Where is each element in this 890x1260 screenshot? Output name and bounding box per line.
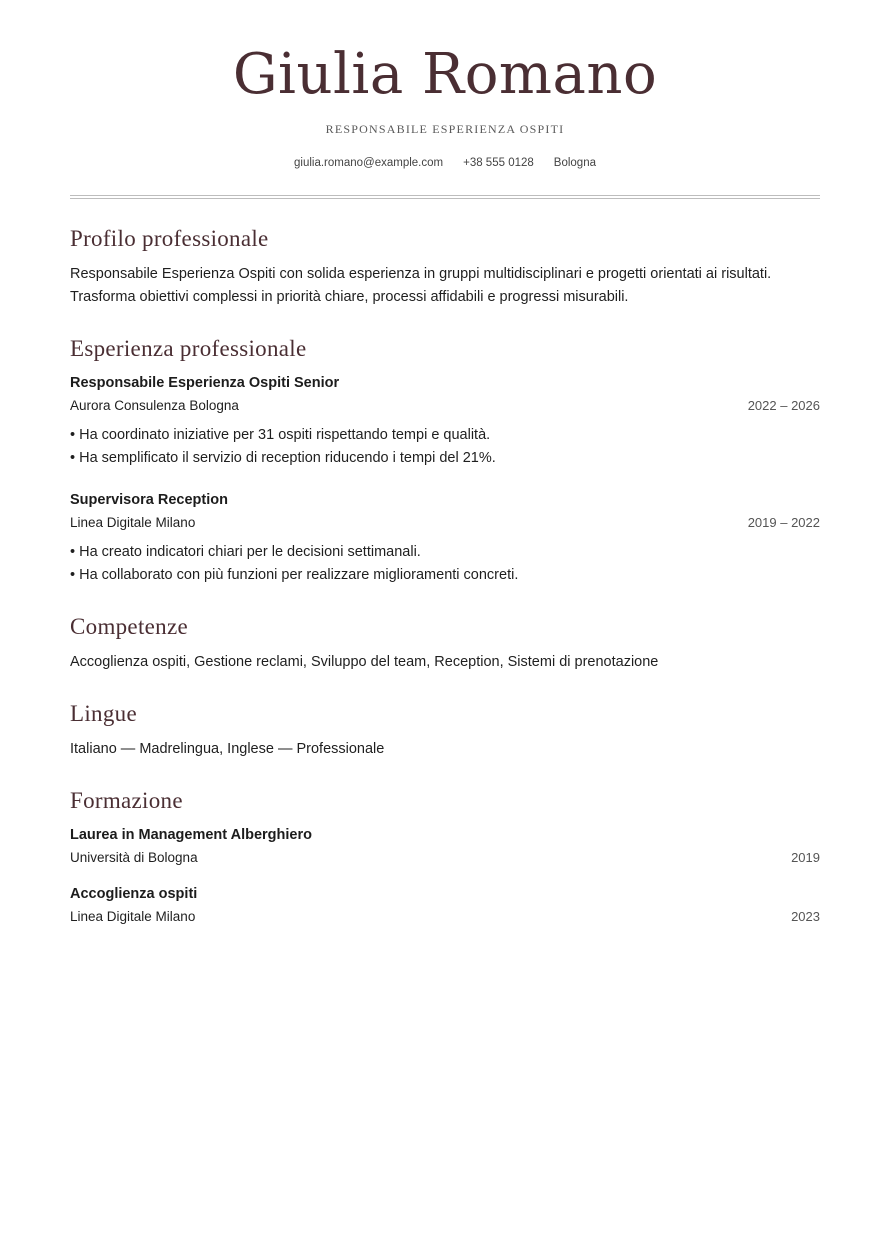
skills-section <box>70 613 820 674</box>
experience-heading: Esperienza professionale <box>70 336 307 361</box>
job-meta <box>70 513 820 533</box>
job-entry <box>70 490 820 587</box>
experience-section <box>70 335 820 587</box>
profile-section <box>70 225 820 309</box>
education-year: 2019 <box>791 850 820 865</box>
job-meta <box>70 396 820 416</box>
candidate-role: RESPONSABILE ESPERIENZA OSPITI <box>325 122 565 136</box>
job-dates: 2022 – 2026 <box>747 398 820 413</box>
job-bullet: • Ha collaborato con più funzioni per realizzare miglioramenti concreti. <box>70 567 519 583</box>
education-title: Accoglienza ospiti <box>70 886 198 902</box>
job-bullets <box>70 541 820 587</box>
languages-text: Italiano — Madrelingua, Inglese — Professionale <box>70 741 385 757</box>
contact-line <box>70 157 820 169</box>
resume-header <box>70 0 820 199</box>
education-school: Linea Digitale Milano <box>70 909 196 924</box>
education-section <box>70 787 820 927</box>
job-entry <box>70 373 820 470</box>
job-bullet: • Ha creato indicatori chiari per le decisioni settimanali. <box>70 544 421 560</box>
contact-phone[interactable]: +38 555 0128 <box>463 157 534 169</box>
profile-text: Responsabile Esperienza Ospiti con solida esperienza in gruppi multidisciplinari e progetti orientati ai risultati. Trasforma obiettivi complessi in priorità chiare, processi affidabili e progressi misurabili. <box>70 266 772 305</box>
skills-heading: Competenze <box>70 614 188 639</box>
contact-city: Bologna <box>553 157 596 169</box>
job-company: Aurora Consulenza Bologna <box>70 398 239 413</box>
languages-section <box>70 700 820 761</box>
education-meta <box>70 848 820 868</box>
job-dates: 2019 – 2022 <box>747 515 820 530</box>
job-title: Supervisora Reception <box>70 492 228 508</box>
education-year: 2023 <box>791 909 820 924</box>
job-company: Linea Digitale Milano <box>70 515 196 530</box>
education-meta <box>70 907 820 927</box>
education-entry <box>70 825 820 868</box>
education-heading: Formazione <box>70 788 183 813</box>
job-title: Responsabile Esperienza Ospiti Senior <box>70 375 340 391</box>
skills-text: Accoglienza ospiti, Gestione reclami, Sviluppo del team, Reception, Sistemi di prenotazione <box>70 654 659 670</box>
languages-heading: Lingue <box>70 701 137 726</box>
education-title: Laurea in Management Alberghiero <box>70 827 312 843</box>
candidate-name: Giulia Romano <box>232 42 658 107</box>
job-bullets <box>70 424 820 470</box>
job-bullet: • Ha coordinato iniziative per 31 ospiti rispettando tempi e qualità. <box>70 427 491 443</box>
contact-email[interactable]: giulia.romano@example.com <box>294 157 444 169</box>
profile-heading: Profilo professionale <box>70 226 269 251</box>
header-divider <box>70 195 820 199</box>
education-entry <box>70 884 820 927</box>
education-school: Università di Bologna <box>70 850 198 865</box>
job-bullet: • Ha semplificato il servizio di reception riducendo i tempi del 21%. <box>70 450 496 466</box>
